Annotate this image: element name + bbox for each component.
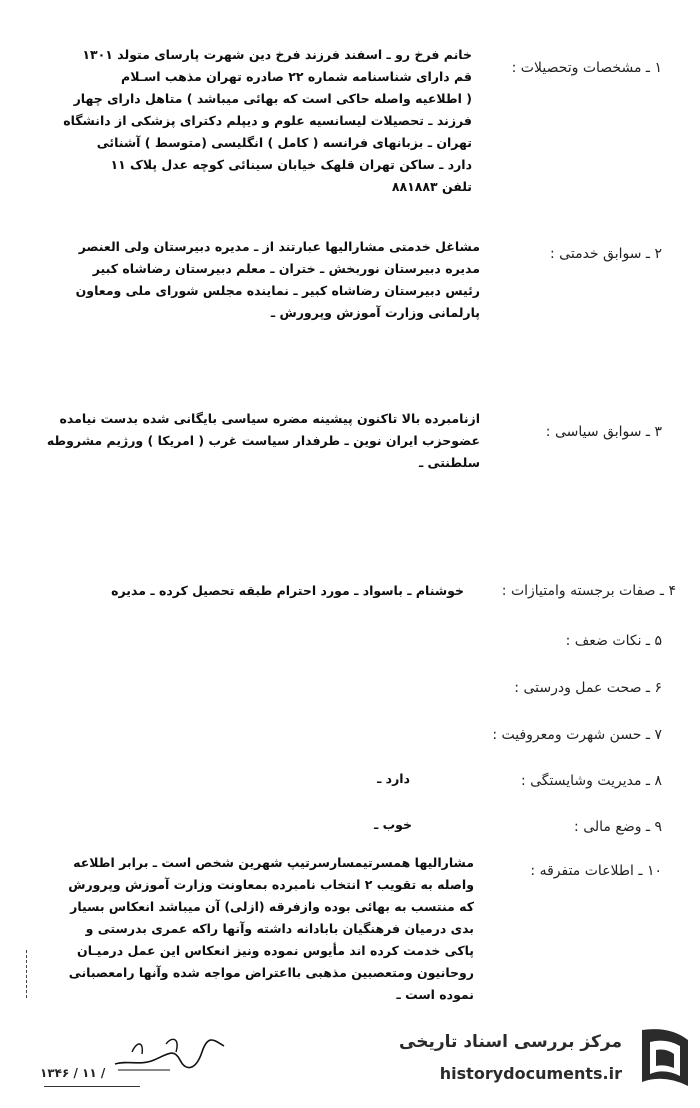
- text-line: مشارالیها همسرتیمسارسرتیپ شهرین شخص است ـ برابر اطلاعه: [73, 855, 474, 870]
- margin-bracket: [26, 950, 35, 998]
- section-label-6: ۶ ـ صحت عمل ودرستی :: [514, 680, 662, 696]
- text-line: ( اطلاعیه واصله حاکی است که بهائی میباشد ) متاهل دارای چهار: [73, 91, 472, 106]
- archive-watermark: [394, 1024, 694, 1102]
- section-label-3: ۳ ـ سوابق سیاسی :: [545, 424, 662, 440]
- text-line: پاکی خدمت کرده اند مأیوس نموده ونیز انعکاس این عمل درمیـان: [77, 943, 474, 958]
- section-label-7: ۷ ـ حسن شهرت ومعروفیت :: [492, 727, 662, 743]
- section-label-10: ۱۰ ـ اطلاعات متفرقه :: [530, 863, 662, 879]
- text-line: تهران ـ بزبانهای فرانسه ( کامل ) انگلیسی (متوسط ) آشنائی: [96, 135, 472, 150]
- section-label-2: ۲ ـ سوابق خدمتی :: [550, 246, 662, 262]
- watermark-url: historydocuments.ir: [439, 1064, 622, 1083]
- text-line: مدیره دبیرستان نوربخش ـ ختران ـ معلم دبیرستان رضاشاه کبیر: [92, 261, 480, 276]
- section-content-3: [40, 408, 480, 474]
- text-line: که منتسب به بهائی بوده وازفرقه (ازلی) آن میباشد انعکاس بسیار: [70, 899, 474, 914]
- text-line: قم دارای شناسنامه شماره ۲۲ صادره تهران مذهب اسـلام: [121, 69, 472, 84]
- archive-logo-icon: [630, 1024, 694, 1096]
- text-line: روحانیون ومتعصبین مذهبی بااعتراض مواجه شده وآنها رامعصبانی: [68, 965, 474, 980]
- section-content-8: [310, 768, 410, 790]
- section-content-4: [44, 580, 464, 602]
- section-content-2: [50, 236, 480, 324]
- text-line: دارد ـ: [377, 771, 410, 786]
- text-line: پارلمانی وزارت آموزش وپرورش ـ: [270, 305, 480, 320]
- section-label-1: ۱ ـ مشخصات وتحصیلات :: [511, 60, 662, 76]
- section-content-9: [312, 814, 412, 836]
- watermark-title: مرکز بررسی اسناد تاریخی: [399, 1032, 622, 1052]
- text-line: خوب ـ: [373, 817, 412, 832]
- section-content-1: [32, 44, 472, 198]
- section-label-4: ۴ ـ صفات برجسته وامتیازات :: [501, 583, 676, 599]
- date: ۱۳۴۶ / ۱۱ /: [40, 1066, 106, 1080]
- text-line: خانم فرخ رو ـ اسفند فرزند فرخ دین شهرت پارسای متولد ۱۳۰۱: [82, 47, 472, 62]
- text-line: تلفن ۸۸۱۸۸۳: [391, 179, 472, 194]
- section-label-5: ۵ ـ نکات ضعف :: [565, 633, 662, 649]
- text-line: سلطنتی ـ: [418, 455, 480, 470]
- section-label-8: ۸ ـ مدیریت وشایستگی :: [520, 773, 662, 789]
- text-line: خوشنام ـ باسواد ـ مورد احترام طبقه تحصیل کرده ـ مدیره: [111, 583, 464, 598]
- text-line: فرزند ـ تحصیلات لیسانسیه علوم و دیپلم دکترای پزشکی از دانشگاه: [63, 113, 472, 128]
- text-line: رئیس دبیرستان رضاشاه کبیر ـ نماینده مجلس شورای ملی ومعاون: [75, 283, 480, 298]
- text-line: مشاغل خدمتی مشارالیها عبارتند از ـ مدیره دبیرستان ولی العنصر: [78, 239, 480, 254]
- text-line: دارد ـ ساکن تهران قلهک خیابان سینائی کوچه عدل پلاک ۱۱: [110, 157, 472, 172]
- text-line: واصله به تقویب ۲ انتخاب نامبرده بمعاونت وزارت آموزش وپرورش: [68, 877, 474, 892]
- date-underline: [44, 1086, 140, 1087]
- text-line: عضوحزب ایران نوین ـ طرفدار سیاست غرب ( امریکا ) ورژیم مشروطه: [46, 433, 480, 448]
- signature: [110, 1030, 230, 1080]
- section-content-10: [50, 852, 474, 1006]
- text-line: بدی درمیان فرهنگیان بابادانه داشته وآنها راکه عمری بدرستی و: [85, 921, 474, 936]
- text-line: ازنامبرده بالا تاکنون پیشینه مضره سیاسی بایگانی شده بدست نیامده: [59, 411, 480, 426]
- text-line: نموده است ـ: [396, 987, 474, 1002]
- section-label-9: ۹ ـ وضع مالی :: [574, 819, 662, 835]
